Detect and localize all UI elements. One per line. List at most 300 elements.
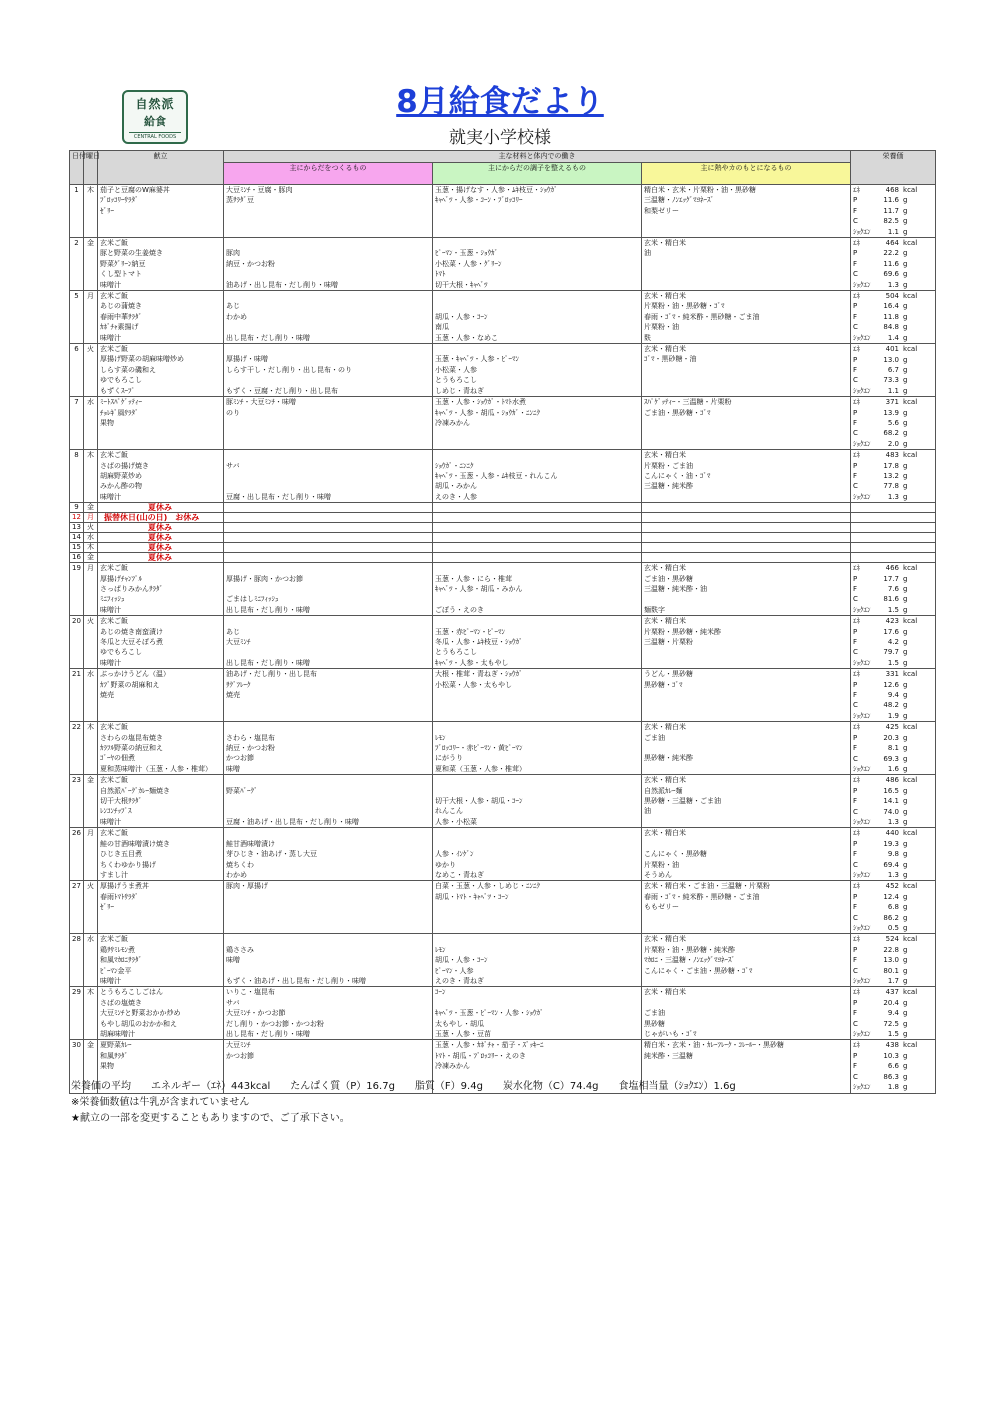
nutrition-value: 13.0 xyxy=(883,355,900,364)
nutrition-line xyxy=(853,605,933,615)
ingredient-line xyxy=(644,647,848,657)
dish-line: あじの焼き南蛮漬け xyxy=(100,627,163,636)
nutrition-unit: g xyxy=(903,376,908,385)
header-green: 主にからだの調子を整えるもの xyxy=(433,163,642,185)
ingredient-line: ｺﾞﾏ・黒砂糖・油 xyxy=(644,355,697,364)
nutrition-line xyxy=(853,754,933,764)
header-dow: 曜日 xyxy=(84,151,98,185)
dish-line: 豚と野菜の生姜焼き xyxy=(100,249,163,258)
nutrition-value: 84.8 xyxy=(883,323,900,332)
day-weekday: 水 xyxy=(84,934,98,987)
nutrition-line xyxy=(853,322,933,332)
ingredient-line: ごま油 xyxy=(644,733,665,742)
nutrition-line xyxy=(853,637,933,647)
ingredient-line xyxy=(435,238,639,248)
nutrition-line xyxy=(853,386,933,396)
ingredient-line: 玉葱・人参・ｶﾎﾞﾁｬ・茄子・ｽﾞｯｷｰﾆ xyxy=(435,1041,544,1050)
ingredient-line: 胡瓜・人参・ｺｰﾝ xyxy=(435,956,488,965)
nutrition-value: 504 xyxy=(885,292,900,301)
ingredient-line: 精白米・玄米・片栗粉・油・黒砂糖 xyxy=(644,186,756,194)
ingredient-line: 片栗粉・油・黒砂糖・純米酢 xyxy=(644,945,735,954)
ingredient-line xyxy=(226,291,430,301)
ingredient-line: 玄米・精白米 xyxy=(644,829,686,838)
dish-line: みかん酢の物 xyxy=(100,482,142,491)
nutrition-unit: g xyxy=(903,585,908,593)
dish-line: 厚揚げ野菜の胡麻味噌炒め xyxy=(100,355,184,364)
yellow-ingredients xyxy=(642,344,851,397)
ingredient-line: そうめん xyxy=(644,870,672,879)
nutrition-label: ｴﾈ xyxy=(853,882,861,891)
nutrition-label: C xyxy=(853,648,858,657)
nutrition-line xyxy=(853,291,933,301)
ingredient-line: 三温糖・ﾉﾝｴｯｸﾞﾏﾖﾈｰｽﾞ xyxy=(644,196,714,205)
ingredient-line: 玉葱・人参・ｼｮｳｶﾞ・ﾄﾏﾄ水煮 xyxy=(435,398,526,407)
nutrition-line xyxy=(853,1082,933,1092)
dish-line: 果物 xyxy=(100,1062,114,1071)
empty-cell xyxy=(224,503,433,513)
nutrition-cell xyxy=(851,185,936,238)
nutrition-value: 2.0 xyxy=(887,439,900,448)
nutrition-value: 17.8 xyxy=(883,461,900,470)
red-ingredients xyxy=(224,616,433,669)
nutrition-value: 22.8 xyxy=(883,945,900,954)
nutrition-unit: g xyxy=(903,1072,908,1081)
green-ingredients xyxy=(433,291,642,344)
ingredient-line: 玄米・精白米 xyxy=(644,988,686,997)
green-ingredients xyxy=(433,934,642,987)
nutrition-value: 17.6 xyxy=(883,627,900,636)
ingredient-line: 三温糖・純米酢・油 xyxy=(644,584,707,593)
nutrition-value: 13.9 xyxy=(883,408,900,417)
nutrition-label: ｼｮｸｴﾝ xyxy=(853,924,871,932)
day-number: 2 xyxy=(70,238,84,291)
nutrition-line xyxy=(853,870,933,880)
ingredient-line xyxy=(644,375,848,385)
nutrition-line xyxy=(853,711,933,721)
nutrition-unit: g xyxy=(903,492,908,501)
nutrition-value: 16.4 xyxy=(883,302,900,311)
ingredient-line: もずく・豆腐・だし削り・出し昆布 xyxy=(226,386,338,395)
header-red: 主にからだをつくるもの xyxy=(224,163,433,185)
nutrition-cell xyxy=(851,238,936,291)
dish-line: ｶﾌﾞ野菜の胡麻和え xyxy=(100,680,160,689)
empty-cell xyxy=(642,503,851,513)
ingredient-line xyxy=(226,269,430,279)
ingredient-line: 人参・小松菜 xyxy=(435,817,477,826)
menu-cell xyxy=(98,722,224,775)
ingredient-line xyxy=(435,428,639,438)
day-number: 8 xyxy=(70,450,84,503)
ingredient-line xyxy=(644,365,848,375)
yellow-ingredients xyxy=(642,775,851,828)
dish-line xyxy=(100,227,221,237)
nutrition-line xyxy=(853,807,933,817)
ingredient-line: ゆかり xyxy=(435,860,456,869)
nutrition-unit: g xyxy=(903,903,908,912)
empty-cell xyxy=(433,503,642,513)
nutrition-line xyxy=(853,902,933,912)
dish-line: あじの蒲焼き xyxy=(100,302,142,311)
nutrition-label: ｴﾈ xyxy=(853,723,861,732)
nutrition-label: P xyxy=(853,998,858,1007)
nutrition-line xyxy=(853,259,933,269)
nutrition-value: 438 xyxy=(885,1041,900,1050)
ingredient-line: 玄米・精白米 xyxy=(644,345,686,354)
ingredient-line: ｷｬﾍﾞﾂ・人参・胡瓜・みかん xyxy=(435,584,523,593)
nutrition-value: 69.6 xyxy=(883,270,900,279)
red-ingredients xyxy=(224,185,433,238)
nutrition-line xyxy=(853,955,933,965)
day-number: 9 xyxy=(70,503,84,513)
ingredient-line: しめじ・青ねぎ xyxy=(435,386,484,395)
ingredient-line: あじ xyxy=(226,302,240,311)
empty-cell xyxy=(433,523,642,533)
nutrition-label: ｼｮｸｴﾝ xyxy=(853,492,871,501)
nutrition-label: ｼｮｸｴﾝ xyxy=(853,227,871,236)
day-row xyxy=(70,291,936,344)
nutrition-value: 79.7 xyxy=(883,648,900,657)
nutrition-line xyxy=(853,817,933,827)
nutrition-value: 7.6 xyxy=(887,585,900,593)
dish-line: ｺﾞｰﾔの佃煮 xyxy=(100,754,135,763)
nutrition-unit: kcal xyxy=(903,564,918,573)
nutrition-label: C xyxy=(853,913,858,922)
ingredient-line: あじ xyxy=(226,627,240,636)
ingredient-line: 純米酢・三温糖 xyxy=(644,1051,693,1060)
nutrition-value: 440 xyxy=(885,829,900,838)
nutrition-label: ｴﾈ xyxy=(853,292,861,301)
nutrition-label: C xyxy=(853,429,858,438)
ingredient-line: こんにゃく・油・ｺﾞﾏ xyxy=(644,471,711,480)
ingredient-line xyxy=(435,839,639,849)
nutrition-label: C xyxy=(853,323,858,332)
menu-cell xyxy=(98,987,224,1040)
ingredient-line xyxy=(226,322,430,332)
dish-line: さっぱりみかんｻﾗﾀﾞ xyxy=(100,584,163,593)
dish-line: ｶﾎﾞﾁｬ素揚げ xyxy=(100,323,139,332)
nutrition-value: 371 xyxy=(885,398,900,407)
dish-line: 味噌汁 xyxy=(100,605,121,614)
nutrition-line xyxy=(853,1061,933,1071)
day-number: 21 xyxy=(70,669,84,722)
nutrition-value: 452 xyxy=(885,882,900,891)
ingredient-line: 冷凍みかん xyxy=(435,1062,470,1071)
yellow-ingredients xyxy=(642,291,851,344)
nutrition-line xyxy=(853,428,933,438)
logo-line3: CENTRAL FOODS xyxy=(129,132,181,140)
empty-cell xyxy=(433,553,642,563)
day-number: 29 xyxy=(70,987,84,1040)
logo xyxy=(122,90,188,144)
day-weekday: 木 xyxy=(84,185,98,238)
dish-line: ﾋﾟｰﾏﾝ金平 xyxy=(100,966,132,975)
nutrition-unit: g xyxy=(903,627,908,636)
ingredient-line: もずく・油あげ・出し昆布・だし削り・味噌 xyxy=(226,976,366,985)
empty-cell xyxy=(851,503,936,513)
nutrition-cell xyxy=(851,828,936,881)
ingredient-line: 夏和菜（玉葱・人参・椎茸） xyxy=(435,764,526,773)
nutrition-line xyxy=(853,1040,933,1050)
empty-cell xyxy=(224,543,433,553)
nutrition-line xyxy=(853,881,933,891)
ingredient-line: ごま油・黒砂糖・ｺﾞﾏ xyxy=(644,408,711,417)
ingredient-line xyxy=(435,775,639,785)
nutrition-unit: kcal xyxy=(903,451,918,460)
nutrition-cell xyxy=(851,616,936,669)
ingredient-line: サバ xyxy=(226,998,240,1007)
holiday-label: 振替休日(山の日) お休み xyxy=(98,513,224,523)
nutrition-line xyxy=(853,913,933,923)
holiday-row xyxy=(70,553,936,563)
ingredient-line xyxy=(226,206,430,216)
day-weekday: 月 xyxy=(84,291,98,344)
nutrition-value: 16.5 xyxy=(883,786,900,795)
nutrition-label: ｼｮｸｴﾝ xyxy=(853,333,871,342)
ingredient-line: 油あげ・出し昆布・だし削り・味噌 xyxy=(226,280,338,289)
ingredient-line: 冬瓜・人参・ﾑｷ枝豆・ｼｮｳｶﾞ xyxy=(435,638,523,646)
ingredient-line: ｷｬﾍﾞﾂ・人参・胡瓜・ｼｮｳｶﾞ・ﾆﾝﾆｸ xyxy=(435,408,540,417)
dish-line: 味噌汁 xyxy=(100,976,121,985)
nutrition-label: ｼｮｸｴﾝ xyxy=(853,870,871,879)
nutrition-value: 1.5 xyxy=(887,658,900,667)
ingredient-line: 玉葱・人参・にら・椎茸 xyxy=(435,574,512,583)
dish-line: 和風ﾏｶﾛﾆｻﾗﾀﾞ xyxy=(100,956,142,965)
green-ingredients xyxy=(433,185,642,238)
nutrition-value: 11.6 xyxy=(883,196,900,205)
ingredient-line: 冷凍みかん xyxy=(435,418,470,427)
nutrition-line xyxy=(853,722,933,732)
holiday-row xyxy=(70,543,936,553)
ingredient-line xyxy=(644,492,848,502)
ingredient-line: 小松菜・人参 xyxy=(435,365,477,374)
nutrition-value: 80.1 xyxy=(883,966,900,975)
ingredient-line: 片栗粉・黒砂糖・純米酢 xyxy=(644,627,721,636)
day-number: 12 xyxy=(70,513,84,523)
nutrition-line xyxy=(853,998,933,1008)
nutrition-value: 6.6 xyxy=(887,1062,900,1071)
green-ingredients xyxy=(433,397,642,450)
ingredient-line: 小松菜・人参・ｸﾞﾘｰﾝ xyxy=(435,259,502,268)
menu-cell xyxy=(98,828,224,881)
green-ingredients xyxy=(433,828,642,881)
nutrition-label: ｴﾈ xyxy=(853,617,861,626)
dish-line: 味噌汁 xyxy=(100,658,121,667)
ingredient-line xyxy=(226,471,430,481)
nutrition-unit: g xyxy=(903,595,908,604)
nutrition-label: F xyxy=(853,1062,858,1071)
ingredient-line: 味噌 xyxy=(226,956,240,965)
nutrition-label: F xyxy=(853,471,858,480)
ingredient-line: 玉葱・揚げなす・人参・ﾑｷ枝豆・ｼｮｳｶﾞ xyxy=(435,186,558,194)
nutrition-unit: g xyxy=(903,945,908,954)
holiday-row xyxy=(70,523,936,533)
nutrition-unit: g xyxy=(903,839,908,848)
ingredient-line xyxy=(644,690,848,700)
nutrition-value: 22.2 xyxy=(883,249,900,258)
ingredient-line: 玄米・精白米 xyxy=(644,617,686,626)
ingredient-line xyxy=(435,923,639,933)
nutrition-value: 9.4 xyxy=(887,691,900,700)
nutrition-unit: g xyxy=(903,817,908,826)
nutrition-label: ｴﾈ xyxy=(853,988,861,997)
dish-line: 和風ｻﾗﾀﾞ xyxy=(100,1051,128,1060)
day-weekday: 火 xyxy=(84,344,98,397)
green-ingredients xyxy=(433,344,642,397)
ingredient-line: 大豆ﾐﾝﾁ・かつお節 xyxy=(226,1009,286,1018)
ingredient-line xyxy=(226,700,430,710)
ingredient-line: 自然派ｶﾚｰ麺 xyxy=(644,786,683,795)
day-number: 30 xyxy=(70,1040,84,1093)
day-row xyxy=(70,934,936,987)
nutrition-unit: g xyxy=(903,355,908,364)
nutrition-unit: g xyxy=(903,638,908,647)
dish-line: ﾐｰﾄｽﾊﾟｹﾞｯﾃｨｰ xyxy=(100,398,142,407)
nutrition-line xyxy=(853,344,933,354)
nutrition-line xyxy=(853,492,933,502)
dish-line: 鶏ｻｻﾐﾚﾓﾝ煮 xyxy=(100,945,135,954)
ingredient-line: ｷｬﾍﾞﾂ・玉葱・ﾋﾟｰﾏﾝ・人参・ｼｮｳｶﾞ xyxy=(435,1009,544,1018)
day-number: 13 xyxy=(70,523,84,533)
red-ingredients xyxy=(224,344,433,397)
nutrition-line xyxy=(853,700,933,710)
nutrition-cell xyxy=(851,450,936,503)
dish-line: 玄米ご飯 xyxy=(100,451,128,460)
nutrition-line xyxy=(853,849,933,859)
ingredient-line: うどん・黒砂糖 xyxy=(644,670,693,679)
ingredient-line: さわら・塩昆布 xyxy=(226,733,275,742)
nutrition-value: 1.1 xyxy=(887,227,900,236)
ingredient-line xyxy=(644,923,848,933)
nutrition-label: ｴﾈ xyxy=(853,829,861,838)
nutrition-label: ｼｮｸｴﾝ xyxy=(853,605,871,614)
nutrition-unit: g xyxy=(903,850,908,859)
ingredient-line: ｻｸﾞﾌﾚｰｸ xyxy=(226,680,251,689)
ingredient-line: えのき・人参 xyxy=(435,492,477,501)
nutrition-line xyxy=(853,616,933,626)
empty-cell xyxy=(851,553,936,563)
nutrition-unit: g xyxy=(903,429,908,438)
empty-cell xyxy=(433,533,642,543)
ingredient-line xyxy=(226,966,430,976)
nutrition-unit: g xyxy=(903,482,908,491)
empty-cell xyxy=(642,543,851,553)
ingredient-line xyxy=(226,913,430,923)
red-ingredients xyxy=(224,987,433,1040)
nutrition-unit: g xyxy=(903,365,908,374)
ingredient-line xyxy=(226,450,430,460)
nutrition-label: C xyxy=(853,482,858,491)
ingredient-line: じゃがいも・ｺﾞﾏ xyxy=(644,1030,697,1038)
yellow-ingredients xyxy=(642,563,851,616)
nutrition-cell xyxy=(851,291,936,344)
nutrition-unit: kcal xyxy=(903,935,918,944)
ingredient-line: 太もやし・胡瓜 xyxy=(435,1019,484,1028)
ingredient-line xyxy=(644,1061,848,1071)
dish-line: ﾚﾝｺﾝﾁｯﾌﾟｽ xyxy=(100,807,132,816)
ingredient-line: 蒸ｻﾗﾀﾞ豆 xyxy=(226,196,254,205)
ingredient-line: 玉葱・赤ﾋﾟｰﾏﾝ・ﾋﾟｰﾏﾝ xyxy=(435,627,505,636)
nutrition-label: P xyxy=(853,408,858,417)
nutrition-value: 483 xyxy=(885,451,900,460)
nutrition-line xyxy=(853,966,933,976)
ingredient-line xyxy=(226,1061,430,1071)
dish-line xyxy=(100,439,221,449)
dish-line: 玄米ご飯 xyxy=(100,345,128,354)
nutrition-label: C xyxy=(853,1019,858,1028)
ingredient-line xyxy=(226,216,430,226)
ingredient-line: 鶏ささみ xyxy=(226,945,254,954)
ingredient-line xyxy=(644,839,848,849)
ingredient-line: こんにゃく・ごま油・黒砂糖・ｺﾞﾏ xyxy=(644,966,753,975)
nutrition-cell xyxy=(851,722,936,775)
red-ingredients xyxy=(224,238,433,291)
nutrition-label: P xyxy=(853,196,858,205)
footer-disclaimer: ★献立の一部を変更することもありますので、ご了承下さい。 xyxy=(71,1113,350,1124)
holiday-label: 夏休み xyxy=(98,503,224,513)
ingredient-line xyxy=(644,764,848,774)
dish-line: 味噌汁 xyxy=(100,280,121,289)
ingredient-line: 納豆・かつお粉 xyxy=(226,259,275,268)
menu-table xyxy=(69,150,936,1094)
nutrition-line xyxy=(853,280,933,290)
ingredient-line: にがうり xyxy=(435,754,463,763)
nutrition-value: 69.4 xyxy=(883,860,900,869)
dish-line: 胡麻味噌汁 xyxy=(100,1030,135,1038)
nutrition-value: 86.3 xyxy=(883,1072,900,1081)
nutrition-unit: g xyxy=(903,1083,908,1092)
nutrition-unit: g xyxy=(903,312,908,321)
day-number: 5 xyxy=(70,291,84,344)
ingredient-line: 片栗粉・油 xyxy=(644,323,679,332)
ingredient-line xyxy=(226,375,430,385)
nutrition-line xyxy=(853,375,933,385)
nutrition-line xyxy=(853,461,933,471)
ingredient-line: 豆腐・油あげ・出し昆布・だし削り・味噌 xyxy=(226,817,359,826)
nutrition-line xyxy=(853,418,933,428)
red-ingredients xyxy=(224,669,433,722)
green-ingredients xyxy=(433,450,642,503)
nutrition-label: F xyxy=(853,850,858,859)
nutrition-line xyxy=(853,206,933,216)
ingredient-line: 油 xyxy=(644,249,651,258)
nutrition-value: 1.5 xyxy=(887,1030,900,1039)
nutrition-value: 401 xyxy=(885,345,900,354)
nutrition-value: 8.1 xyxy=(887,744,900,753)
nutrition-value: 1.5 xyxy=(887,605,900,614)
nutrition-label: F xyxy=(853,365,858,374)
nutrition-label: P xyxy=(853,786,858,795)
ingredient-line xyxy=(644,280,848,290)
day-weekday: 月 xyxy=(84,513,98,523)
empty-cell xyxy=(642,513,851,523)
empty-cell xyxy=(851,543,936,553)
day-number: 20 xyxy=(70,616,84,669)
nutrition-label: P xyxy=(853,945,858,954)
day-row xyxy=(70,616,936,669)
nutrition-line xyxy=(853,976,933,986)
day-number: 19 xyxy=(70,563,84,616)
ingredient-line: 厚揚げ・味噌 xyxy=(226,355,268,364)
ingredient-line: とうもろこし xyxy=(435,376,477,385)
dish-line: 玄米ご飯 xyxy=(100,723,128,732)
ingredient-line: 野菜ﾊﾞｰｸﾞ xyxy=(226,786,258,795)
ingredient-line xyxy=(644,594,848,604)
ingredient-line: ｷｬﾍﾞﾂ・人参・太もやし xyxy=(435,658,509,667)
day-weekday: 水 xyxy=(84,669,98,722)
dish-line: もずくｽｰﾌﾟ xyxy=(100,386,135,395)
nutrition-label: ｼｮｸｴﾝ xyxy=(853,1030,871,1039)
nutrition-value: 14.1 xyxy=(883,797,900,806)
